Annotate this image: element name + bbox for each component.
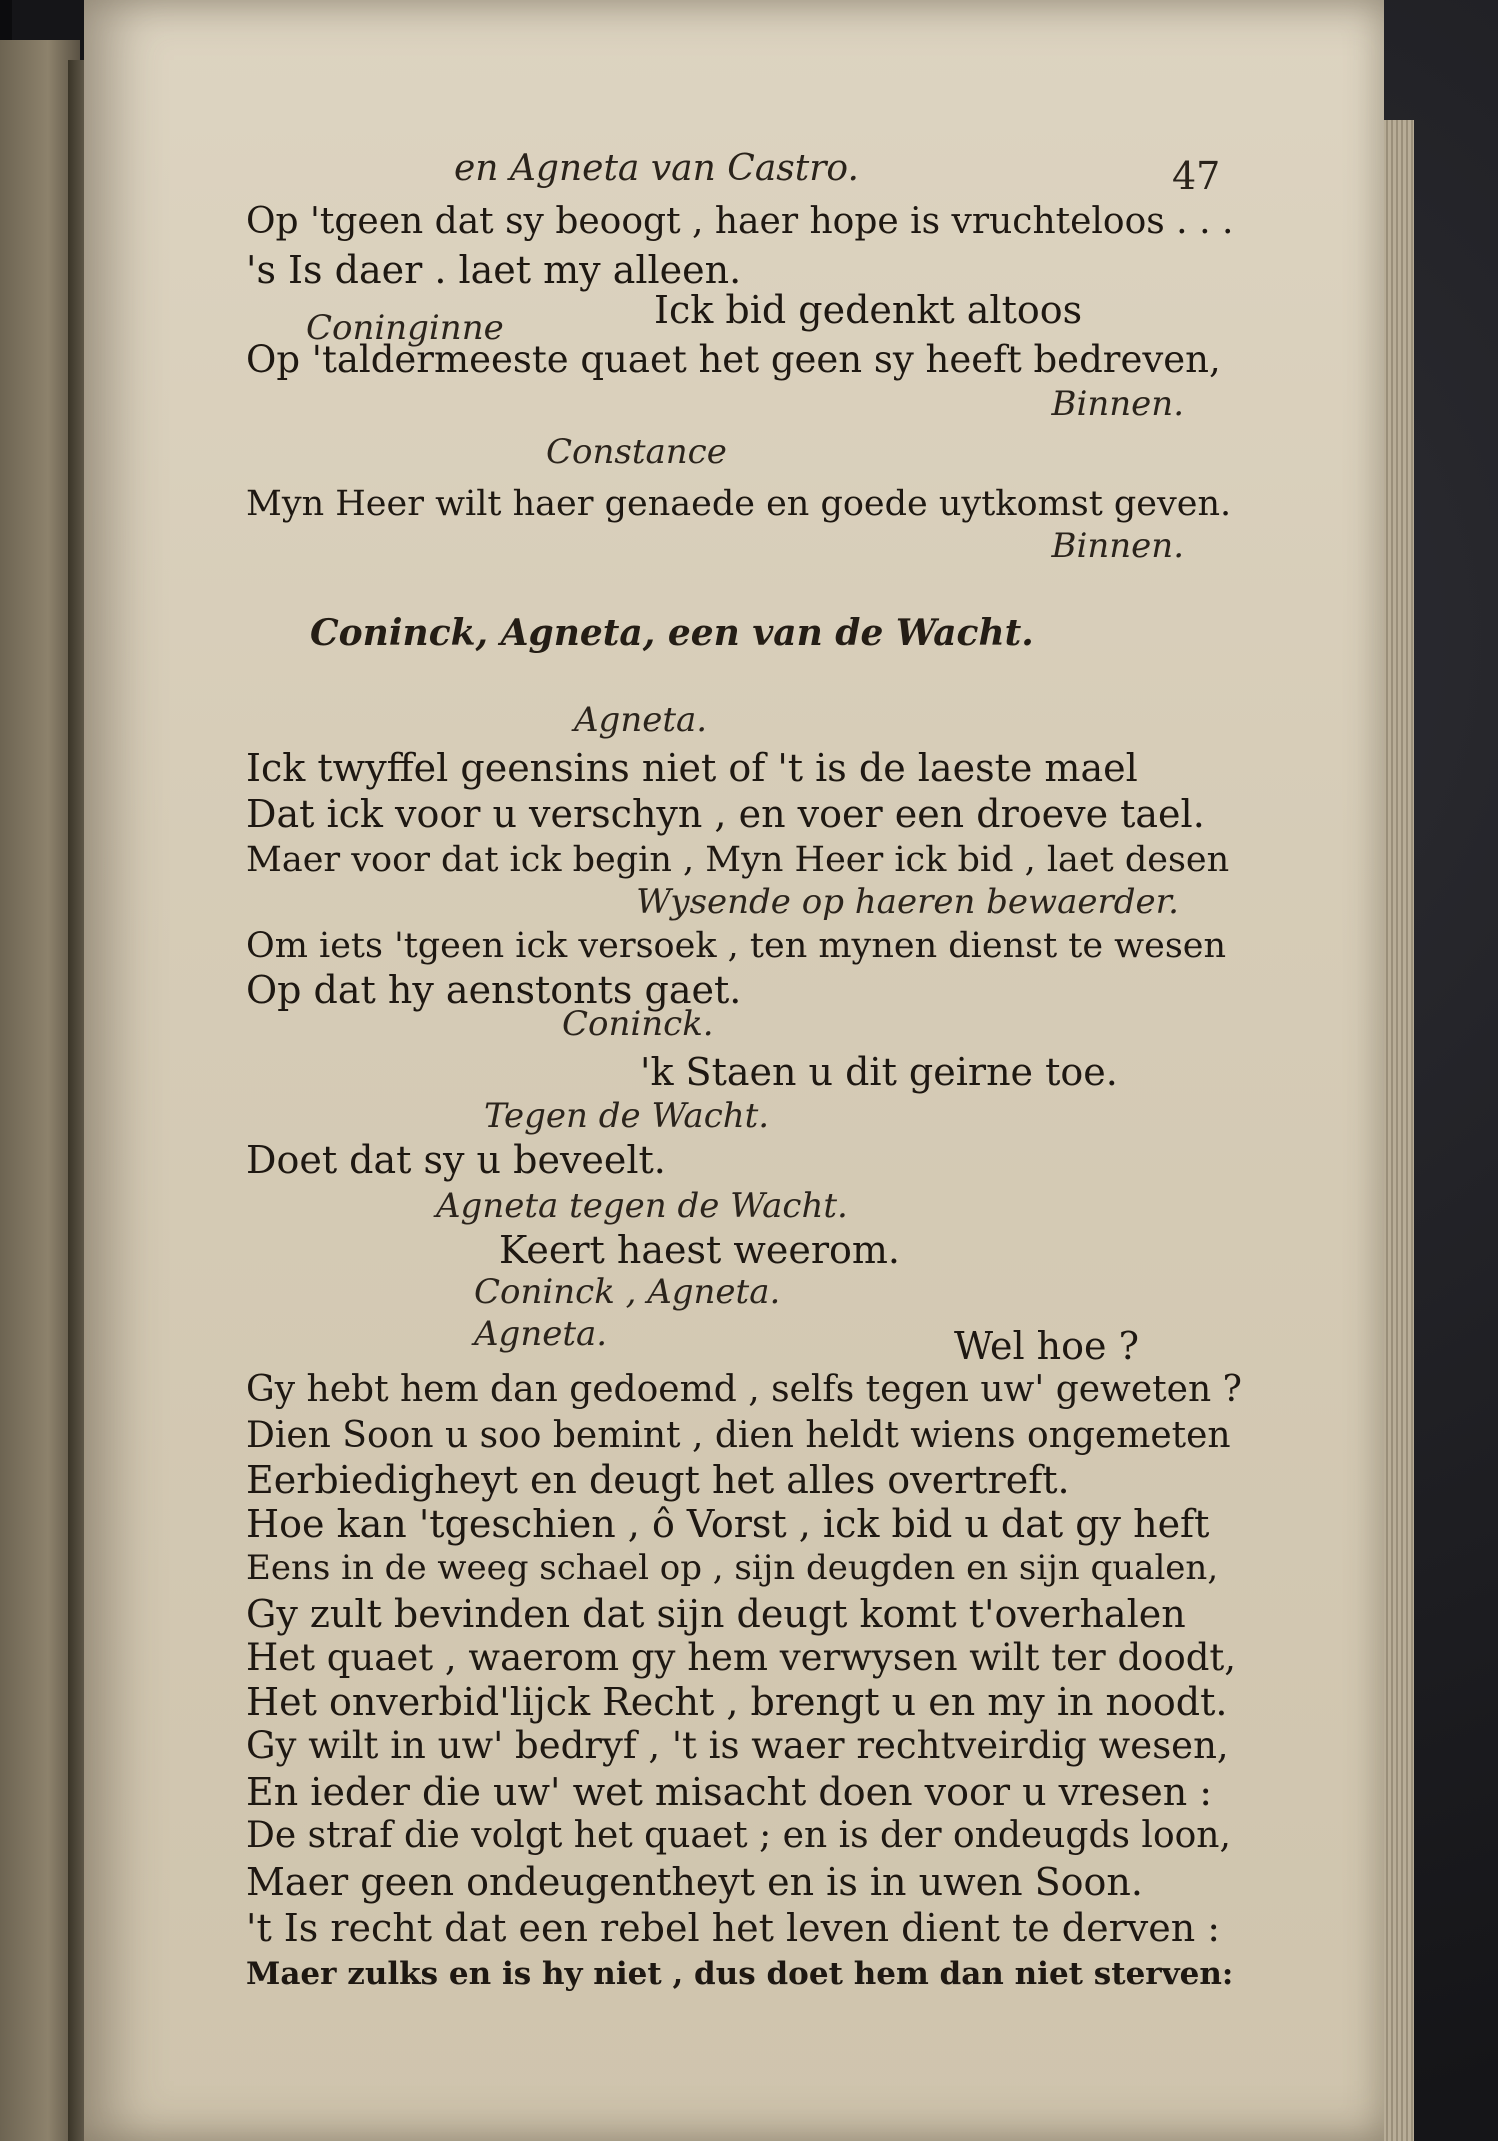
speaker-name: Agneta. bbox=[574, 700, 708, 740]
verse-line: Op 'taldermeeste quaet het geen sy heeft bedreven, bbox=[246, 338, 1221, 381]
verse-line: Eerbiedigheyt en deugt het alles overtreft. bbox=[246, 1458, 1070, 1502]
verse-line: Ick bid gedenkt altoos bbox=[654, 288, 1083, 332]
stage-direction: Coninck , Agneta. bbox=[474, 1272, 781, 1312]
verse-line: Eens in de weeg schael op , sijn deugden en sijn qualen, bbox=[246, 1548, 1219, 1588]
verse-line: Dien Soon u soo bemint , dien heldt wiens ongemeten bbox=[246, 1415, 1231, 1456]
verse-line: De straf die volgt het quaet ; en is der ondeugds loon, bbox=[246, 1815, 1231, 1856]
stage-direction: Binnen. bbox=[1051, 526, 1184, 566]
speaker-name: Agneta tegen de Wacht. bbox=[436, 1186, 848, 1226]
running-title: en Agneta van Castro. bbox=[454, 148, 859, 189]
verse-line: Keert haest weerom. bbox=[499, 1228, 900, 1272]
stage-direction: Tegen de Wacht. bbox=[484, 1096, 770, 1136]
stage-direction: Binnen. bbox=[1051, 384, 1184, 424]
page-number: 47 bbox=[1172, 154, 1221, 198]
verse-line: Gy hebt hem dan gedoemd , selfs tegen uw' geweten ? bbox=[246, 1369, 1242, 1410]
stage-direction: Wysende op haeren bewaerder. bbox=[636, 882, 1179, 922]
verse-line: Het onverbid'lijck Recht , brengt u en my in noodt. bbox=[246, 1680, 1228, 1724]
verse-line: Dat ick voor u verschyn , en voer een droeve tael. bbox=[246, 792, 1205, 836]
speaker-name: Agneta. bbox=[474, 1314, 608, 1354]
verse-line: Gy wilt in uw' bedryf , 't is waer rechtveirdig wesen, bbox=[246, 1724, 1229, 1767]
verse-line: 't Is recht dat een rebel het leven dient te derven : bbox=[246, 1906, 1221, 1950]
speaker-name: Constance bbox=[546, 432, 727, 472]
verse-line: Ick twyffel geensins niet of 't is de laeste mael bbox=[246, 746, 1138, 790]
verse-line: En ieder die uw' wet misacht doen voor u vresen : bbox=[246, 1770, 1213, 1814]
verse-line: Maer zulks en is hy niet , dus doet hem dan niet sterven: bbox=[246, 1956, 1234, 1992]
verse-line: Hoe kan 'tgeschien , ô Vorst , ick bid u dat gy heft bbox=[246, 1502, 1210, 1546]
book-page bbox=[84, 0, 1384, 2141]
speaker-name: Coninginne bbox=[306, 308, 504, 348]
verse-line: Gy zult bevinden dat sijn deugt komt t'overhalen bbox=[246, 1592, 1186, 1636]
verse-line: Op dat hy aenstonts gaet. bbox=[246, 968, 742, 1012]
verse-line: Het quaet , waerom gy hem verwysen wilt ter doodt, bbox=[246, 1636, 1237, 1679]
verse-line: Wel hoe ? bbox=[954, 1324, 1139, 1368]
scene-heading: Coninck, Agneta, een van de Wacht. bbox=[310, 612, 1034, 654]
verse-line: 'k Staen u dit geirne toe. bbox=[640, 1050, 1118, 1094]
verse-line: Om iets 'tgeen ick versoek , ten mynen dienst te wesen bbox=[246, 926, 1227, 966]
verse-line: Myn Heer wilt haer genaede en goede uytkomst geven. bbox=[246, 484, 1232, 524]
verse-line: Op 'tgeen dat sy beoogt , haer hope is vruchteloos . . . bbox=[246, 201, 1234, 242]
verse-line: 's Is daer . laet my alleen. bbox=[246, 248, 742, 292]
verse-line: Maer geen ondeugentheyt en is in uwen Soon. bbox=[246, 1860, 1143, 1904]
speaker-name: Coninck. bbox=[562, 1004, 714, 1044]
verse-line: Maer voor dat ick begin , Myn Heer ick bid , laet desen bbox=[246, 840, 1230, 880]
verse-line: Doet dat sy u beveelt. bbox=[246, 1138, 666, 1182]
